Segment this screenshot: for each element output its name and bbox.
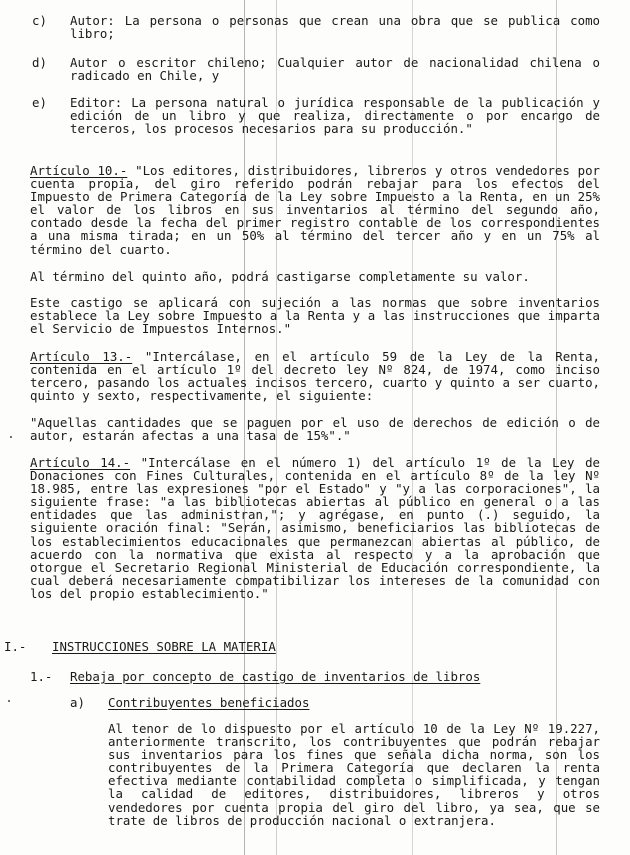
item-marker: a): [70, 695, 85, 710]
definition-text: Autor o escritor chileno; Cualquier autor de nacionalidad chilena o radicado en Chile, y: [70, 55, 608, 84]
section-title: INSTRUCCIONES SOBRE LA MATERIA: [52, 639, 276, 654]
article-13-text: "Intercálase, en el artículo 59 de la Ley de la Renta, contenida en el artículo 1º del decreto ley Nº 824, de 1974, como inciso tercero, pasando los actuales incisos tercero, cuarto y quinto a ser cuarto, quinto y sexto, respectivamente, el siguiente:: [30, 349, 608, 404]
definition-text: Autor: La persona o personas que crean una obra que se publica como libro;: [70, 13, 608, 42]
article-13-quote: "Aquellas cantidades que se paguen por el uso de derechos de edición o de autor, estarán afectas a una tasa de 15%".": [30, 415, 608, 444]
subsection-number: 1.-: [30, 669, 53, 684]
definition-marker: d): [32, 55, 47, 70]
article-14-text: "Intercálase en el número 1) del artículo 1º de la Ley de Donaciones con Fines Culturales, contenida en el artículo 8º de la ley Nº 18.985, entre las expresiones "por el Estado" y "y a las corporaciones", la siguiente frase: "a las bibliotecas abiertas al público en general o a las entidades que las administran,"; y agrégase, en punto (.) seguido, la siguiente oración final: "Serán, asimismo, beneficiarios las bibliotecas de los establecimientos educacionales que permanezcan abiertas al público, de acuerdo con la normativa que exista al respecto y a la aprobación que otorgue el Secretario Regional Ministerial de Educación correspondiente, la cual deberá necesariamente compatibilizar los intereses de la comunidad con los del propio establecimiento.": [30, 455, 608, 601]
article-10-paragraph-2: Al término del quinto año, podrá castigarse completamente su valor.: [30, 269, 530, 284]
article-14-heading: Artículo 14.-: [30, 455, 131, 470]
item-a-paragraph: Al tenor de lo dispuesto por el artículo 10 de la Ley Nº 19.227, anteriormente transcrito, los contribuyentes que podrán rebajar sus inventarios para los fines que señala dicha norma, son los contribuyentes de la Primera Categoría que declaren la renta efectiva mediante contabilidad completa o simplificada, y tengan la calidad de editores, distribuidores, libreros y otros vendedores por cuenta propia del giro del libro, ya sea, que se trate de libros de producción nacional o extranjera.: [108, 721, 608, 828]
scan-speck: [10, 436, 12, 438]
article-13-paragraph: [30, 349, 608, 404]
definition-marker: c): [32, 13, 47, 28]
article-14-paragraph: [30, 455, 608, 601]
article-10-paragraph-3: Este castigo se aplicará con sujeción a las normas que sobre inventarios establece la Ley sobre Impuesto a la Renta y a las instrucciones que imparta el Servicio de Impuestos Internos.": [30, 295, 608, 337]
article-13-heading: Artículo 13.-: [30, 349, 133, 364]
article-10-heading: Artículo 10.-: [30, 163, 128, 178]
article-10-text: "Los editores, distribuidores, libreros y otros vendedores por cuenta propia, del giro referido podrán rebajar para los efectos del Impuesto de Primera Categoría de la Ley sobre Impuesto a la Renta, en un 25% el valor de los libros en sus inventarios al término del segundo año, contado desde la fecha del primer registro contable de los correspondientes a una misma tirada; en un 50% al término del tercer año y en un 75% al término del cuarto.: [30, 163, 608, 257]
definition-text: Editor: La persona natural o jurídica responsable de la publicación y edición de un libro y que realiza, directamente o por encargo de terceros, los procesos necesarios para su producción.": [70, 95, 608, 137]
section-number: I.-: [4, 639, 27, 654]
definition-marker: e): [32, 95, 47, 110]
article-10-paragraph: [30, 163, 608, 257]
scan-speck: [8, 700, 10, 702]
subsection-title: Rebaja por concepto de castigo de inventarios de libros: [70, 669, 481, 684]
item-title: Contribuyentes beneficiados: [108, 695, 310, 710]
